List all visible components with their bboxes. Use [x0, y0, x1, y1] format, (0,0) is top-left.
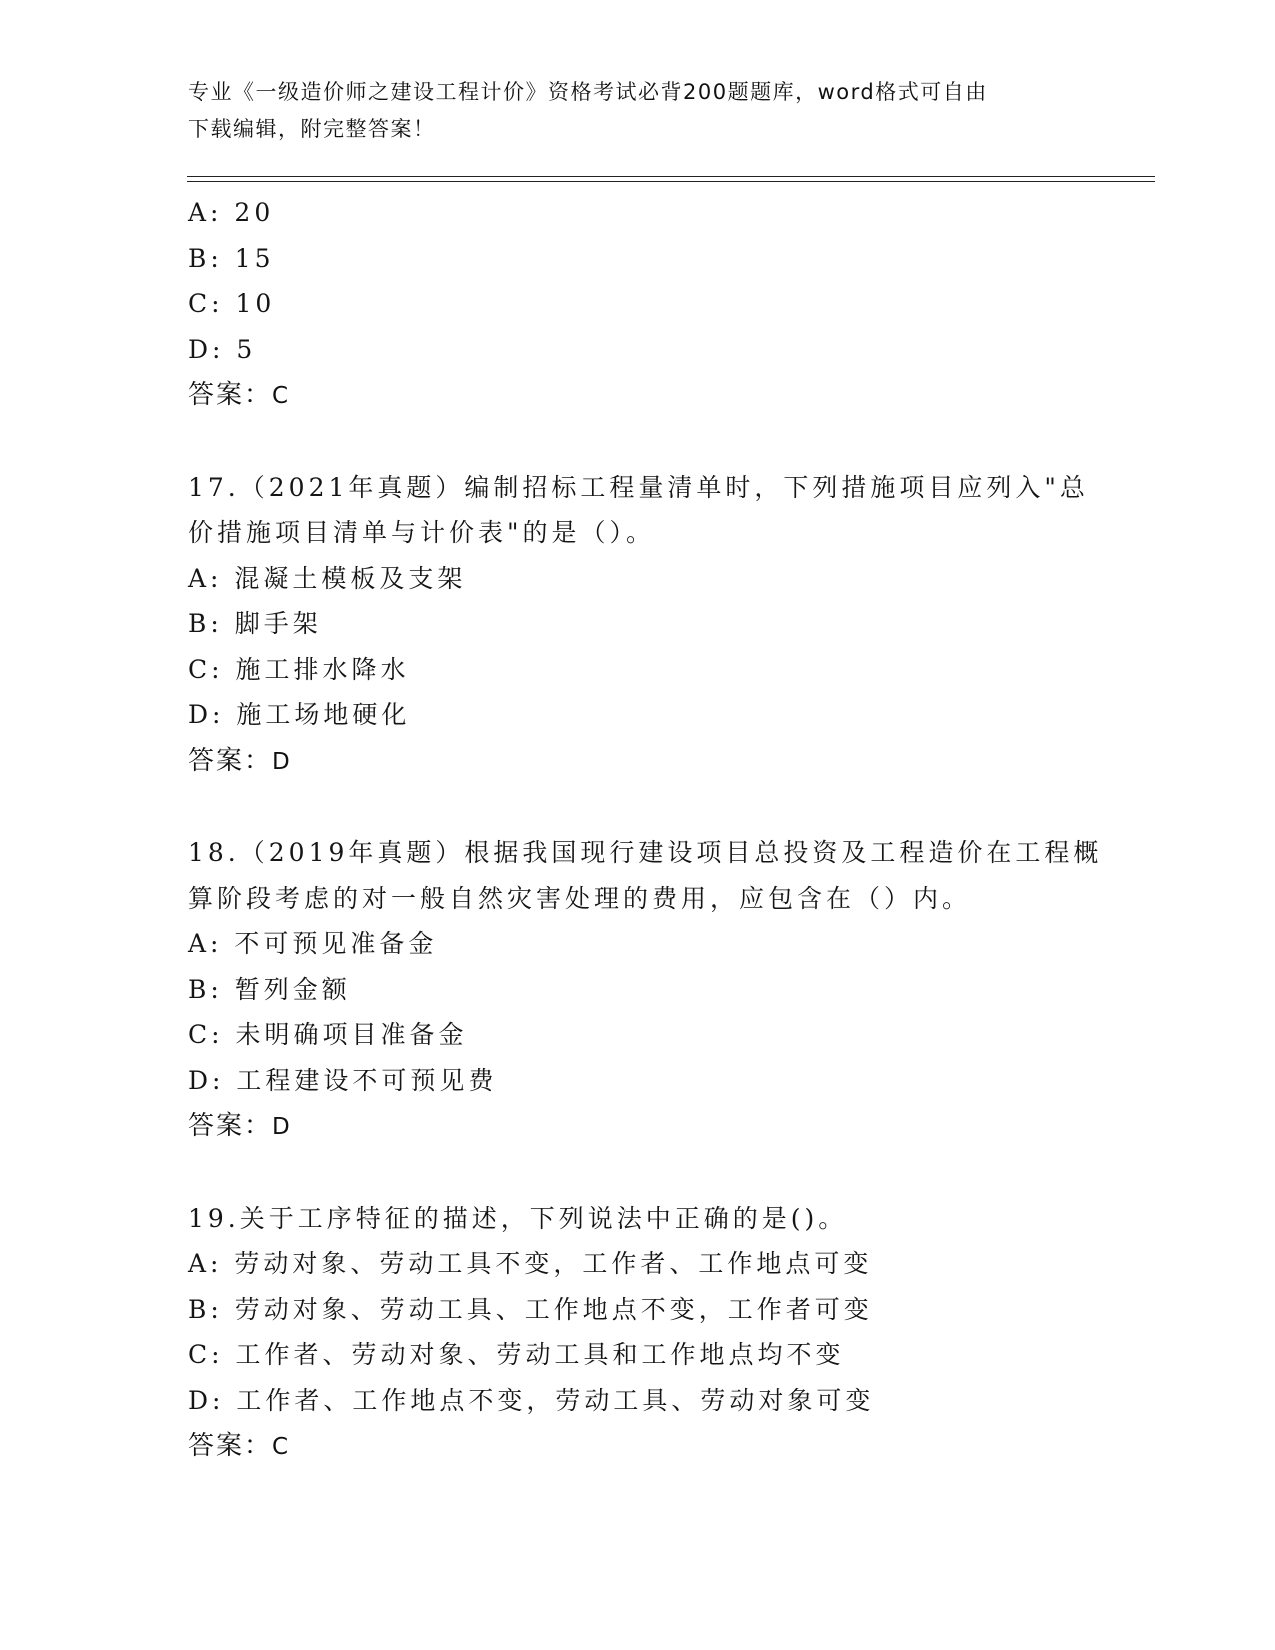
question-stem-line: 19.关于工序特征的描述，下列说法中正确的是()。 — [188, 1203, 848, 1233]
option-a: A: 混凝土模板及支架 — [188, 563, 467, 593]
option-a: A: 不可预见准备金 — [188, 929, 438, 958]
header-divider-top — [187, 176, 1155, 177]
question-17 — [188, 465, 1088, 786]
answer-label: 答案： — [188, 1111, 273, 1141]
answer-line — [188, 1103, 1088, 1151]
header-line-2: 下载编辑，附完整答案！ — [188, 117, 436, 141]
option-b: B: 15 — [188, 243, 275, 273]
header-line-1: 专业《一级造价师之建设工程计价》资格考试必背200题题库，word格式可自由 — [188, 80, 988, 104]
option-c: C: 工作者、劳动对象、劳动工具和工作地点均不变 — [188, 1340, 845, 1369]
question-19 — [188, 1196, 1088, 1471]
option-d: D: 工程建设不可预见费 — [188, 1065, 498, 1095]
question-stem-line: 18.（2019年真题）根据我国现行建设项目总投资及工程造价在工程概 — [188, 838, 1103, 867]
option-d: D: 施工场地硬化 — [188, 700, 411, 729]
option-a: A: 劳动对象、劳动工具不变，工作者、工作地点可变 — [188, 1249, 873, 1278]
answer-value: D — [272, 748, 294, 775]
answer-value: D — [272, 1114, 294, 1140]
answer-value: C — [272, 383, 293, 409]
option-c: C: 10 — [188, 289, 276, 318]
question-stem-line: 算阶段考虑的对一般自然灾害处理的费用，应包含在（）内。 — [188, 883, 972, 913]
answer-line — [188, 1423, 1088, 1471]
document-header — [188, 74, 1088, 148]
question-fragment — [188, 190, 1088, 420]
option-d: D: 工作者、工作地点不变，劳动工具、劳动对象可变 — [188, 1385, 875, 1415]
question-stem-line: 17.（2021年真题）编制招标工程量清单时，下列措施项目应列入"总 — [188, 472, 1089, 502]
spacer — [188, 785, 1088, 830]
answer-label: 答案： — [188, 745, 273, 776]
option-b: B: 脚手架 — [188, 609, 322, 638]
option-d: D: 5 — [188, 334, 257, 364]
answer-value: C — [272, 1434, 293, 1460]
option-a: A: 20 — [188, 198, 275, 227]
answer-line — [188, 738, 1088, 786]
question-18 — [188, 830, 1103, 1151]
option-c: C: 未明确项目准备金 — [188, 1020, 468, 1049]
question-content — [188, 190, 1103, 1471]
answer-label: 答案： — [188, 380, 273, 410]
question-stem-line: 价措施项目清单与计价表"的是（）。 — [188, 518, 656, 547]
answer-line — [188, 372, 1088, 420]
option-b: B: 暂列金额 — [188, 974, 351, 1004]
spacer — [188, 1151, 1088, 1196]
header-divider-bottom — [187, 181, 1155, 182]
option-c: C: 施工排水降水 — [188, 654, 410, 684]
answer-label: 答案： — [188, 1431, 273, 1461]
option-b: B: 劳动对象、劳动工具、工作地点不变，工作者可变 — [188, 1294, 873, 1324]
spacer — [188, 420, 1088, 465]
